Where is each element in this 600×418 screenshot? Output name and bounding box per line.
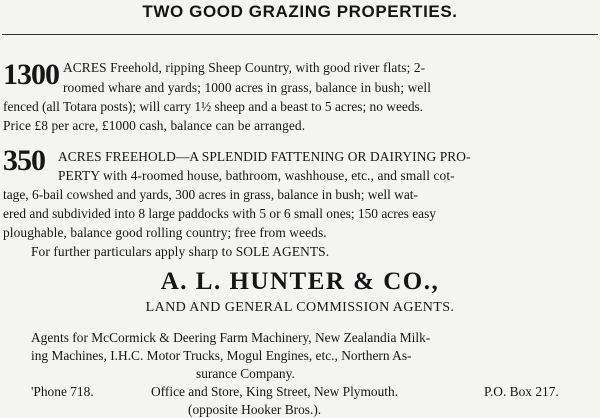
po-box: P.O. Box 217. [484,384,559,399]
agents-line: ing Machines, I.H.C. Motor Trucks, Mogul Engines, etc., Northern As- [31,348,412,363]
further-particulars: For further particulars apply sharp to SOLE AGENTS. [31,244,330,259]
agents-line: Agents for McCormick & Deering Farm Machinery, New Zealandia Milk- [31,330,431,345]
property2-line: tage, 6-bail cowshed and yards, 300 acres in grass, balance in bush; well wat- [3,187,418,202]
heading-rule [2,34,598,35]
firm-subtitle: LAND AND GENERAL COMMISSION AGENTS. [145,300,455,315]
property2-line: PERTY with 4-roomed house, bathroom, washhouse, etc., and small cot- [58,168,455,183]
property1-line: roomed whare and yards; 1000 acres in grass, balance in bush; well [63,80,432,95]
agents-line: surance Company. [196,366,295,381]
property2-line: ered and subdivided into 8 large paddocks with 5 or 6 small ones; 150 acres easy [3,206,436,221]
property1-line: ACRES Freehold, ripping Sheep Country, with good river flats; 2- [63,60,426,75]
advert-heading: TWO GOOD GRAZING PROPERTIES. [142,2,458,21]
phone-number: 'Phone 718. [31,384,94,399]
property2-line: ploughable, balance good rolling country; free from weeds. [3,225,327,240]
opposite-note: (opposite Hooker Bros.). [188,402,322,417]
firm-name: A. L. HUNTER & CO., [160,268,440,295]
property1-acreage: 1300 [3,58,59,91]
property1-line: Price £8 per acre, £1000 cash, balance can be arranged. [3,118,306,133]
property2-acreage: 350 [3,144,45,177]
office-address: Office and Store, King Street, New Plymouth. [151,384,399,399]
property1-line: fenced (all Totara posts); will carry 1½ sheep and a beast to 5 acres; no weeds. [3,99,424,114]
property2-line: ACRES FREEHOLD—A SPLENDID FATTENING OR DAIRYING PRO- [58,149,471,164]
